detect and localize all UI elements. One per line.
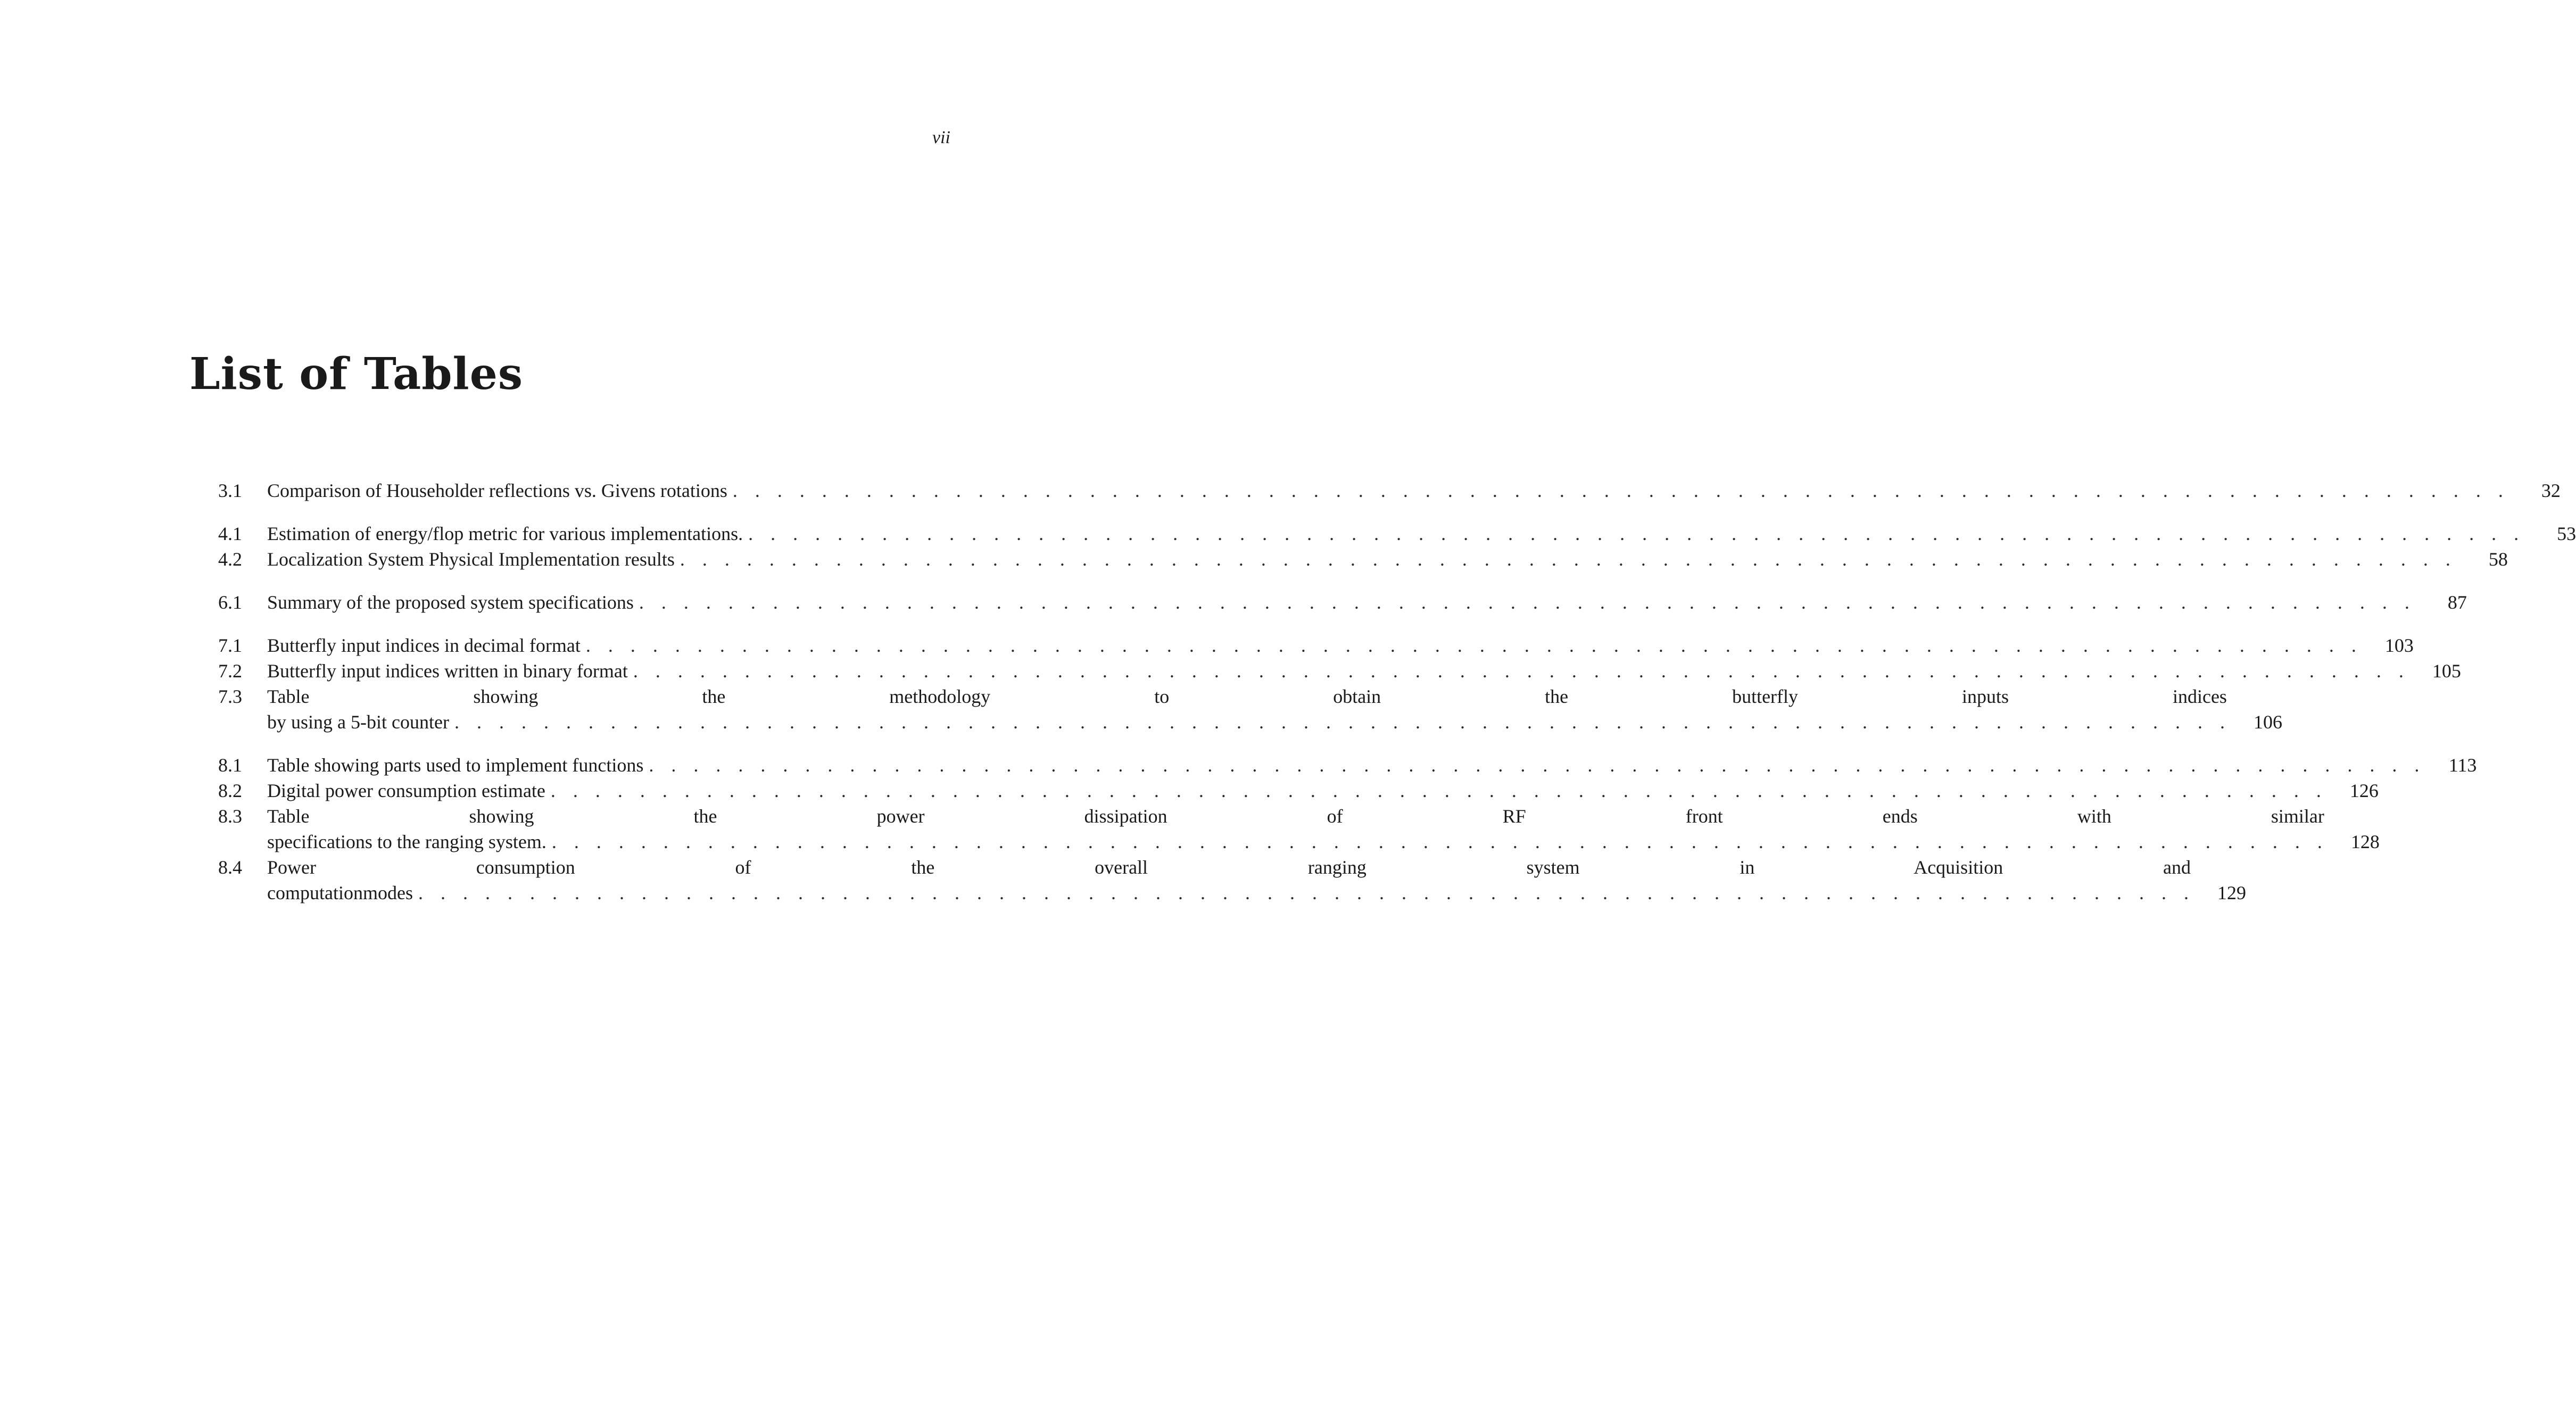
page-reference: 53 [2557, 523, 2576, 544]
table-caption-line: Table showing the methodology to obtain the butterfly inputs indices [267, 686, 2227, 707]
table-caption-line: Butterfly input indices in decimal format [267, 635, 581, 656]
table-number: 8.2 [218, 780, 242, 801]
page-reference: 106 [2253, 711, 2282, 733]
page-reference: 129 [2217, 882, 2246, 903]
table-number: 7.1 [218, 635, 242, 656]
toc-entry[interactable] [218, 778, 2379, 803]
list-of-tables [218, 478, 2576, 923]
page-title: List of Tables [189, 349, 524, 400]
toc-entry[interactable] [218, 546, 2508, 572]
leader-dots: . . . . . . . . . . . . . . . . . . . . . . . . . . . . . . . . . . . . . . . . . . . . . . . . . . . . . . . . . . . . . . . . . . . . . . . . . . . . . . . . [454, 711, 2231, 733]
toc-entry[interactable] [218, 521, 2576, 546]
toc-group [218, 752, 2477, 906]
table-number: 8.4 [218, 857, 242, 878]
table-caption-line: Localization System Physical Implementation results [267, 549, 675, 570]
page-reference: 126 [2349, 780, 2379, 801]
table-number: 7.2 [218, 660, 242, 682]
page-reference: 103 [2384, 635, 2414, 656]
leader-dots: . . . . . . . . . . . . . . . . . . . . . . . . . . . . . . . . . . . . . . . . . . . . . . . . . . . . . . . . . . . . . . . . . . . . . . . . . . . . . . . . [551, 831, 2329, 852]
toc-entry[interactable] [218, 684, 2282, 735]
toc-group [218, 590, 2467, 615]
table-caption-line: Comparison of Householder reflections vs. Givens rotations [267, 480, 727, 501]
toc-entry[interactable] [218, 633, 2414, 658]
page-number: vii [932, 128, 950, 147]
page-reference: 32 [2541, 480, 2561, 501]
table-caption-line: computationmodes [267, 882, 413, 903]
leader-dots: . . . . . . . . . . . . . . . . . . . . . . . . . . . . . . . . . . . . . . . . . . . . . . . . . . . . . . . . . . . . . . . . . . . . . . . . . . . . . . . . [633, 660, 2410, 682]
table-number: 3.1 [218, 480, 242, 501]
leader-dots: . . . . . . . . . . . . . . . . . . . . . . . . . . . . . . . . . . . . . . . . . . . . . . . . . . . . . . . . . . . . . . . . . . . . . . . . . . . . . . . . [418, 882, 2195, 903]
toc-group [218, 633, 2461, 735]
leader-dots: . . . . . . . . . . . . . . . . . . . . . . . . . . . . . . . . . . . . . . . . . . . . . . . . . . . . . . . . . . . . . . . . . . . . . . . . . . . . . . . . [550, 780, 2327, 801]
table-number: 4.1 [218, 523, 242, 544]
table-caption-line: Summary of the proposed system specifications [267, 592, 634, 613]
toc-entry[interactable] [218, 803, 2380, 855]
toc-group [218, 478, 2561, 503]
table-caption-line: Power consumption of the overall ranging system in Acquisition and [267, 857, 2191, 878]
table-number: 8.3 [218, 806, 242, 827]
toc-entry[interactable] [218, 478, 2561, 503]
table-number: 6.1 [218, 592, 242, 613]
table-caption-line: by using a 5-bit counter [267, 711, 449, 733]
page-reference: 113 [2448, 754, 2477, 776]
table-number: 7.3 [218, 686, 242, 707]
leader-dots: . . . . . . . . . . . . . . . . . . . . . . . . . . . . . . . . . . . . . . . . . . . . . . . . . . . . . . . . . . . . . . . . . . . . . . . . . . . . . . . . [748, 523, 2525, 544]
page-reference: 128 [2350, 831, 2380, 852]
page-reference: 87 [2447, 592, 2467, 613]
table-caption-line: Table showing the power dissipation of RF front ends with similar [267, 806, 2324, 827]
toc-entry[interactable] [218, 590, 2467, 615]
leader-dots: . . . . . . . . . . . . . . . . . . . . . . . . . . . . . . . . . . . . . . . . . . . . . . . . . . . . . . . . . . . . . . . . . . . . . . . . . . . . . . . . [649, 754, 2426, 776]
leader-dots: . . . . . . . . . . . . . . . . . . . . . . . . . . . . . . . . . . . . . . . . . . . . . . . . . . . . . . . . . . . . . . . . . . . . . . . . . . . . . . . . [639, 592, 2416, 613]
toc-entry[interactable] [218, 855, 2246, 906]
table-caption-line: Butterfly input indices written in binary format [267, 660, 628, 682]
leader-dots: . . . . . . . . . . . . . . . . . . . . . . . . . . . . . . . . . . . . . . . . . . . . . . . . . . . . . . . . . . . . . . . . . . . . . . . . . . . . . . . . [680, 549, 2457, 570]
table-number: 4.2 [218, 549, 242, 570]
table-caption-line: Table showing parts used to implement functions [267, 754, 644, 776]
table-caption-line: specifications to the ranging system. [267, 831, 546, 852]
table-number: 8.1 [218, 754, 242, 776]
page-reference: 58 [2488, 549, 2508, 570]
toc-entry[interactable] [218, 658, 2461, 684]
table-caption-line: Estimation of energy/flop metric for various implementations. [267, 523, 743, 544]
leader-dots: . . . . . . . . . . . . . . . . . . . . . . . . . . . . . . . . . . . . . . . . . . . . . . . . . . . . . . . . . . . . . . . . . . . . . . . . . . . . . . . . [585, 635, 2363, 656]
leader-dots: . . . . . . . . . . . . . . . . . . . . . . . . . . . . . . . . . . . . . . . . . . . . . . . . . . . . . . . . . . . . . . . . . . . . . . . . . . . . . . . . [732, 480, 2509, 501]
toc-entry[interactable] [218, 752, 2477, 778]
toc-group [218, 521, 2576, 572]
table-caption-line: Digital power consumption estimate [267, 780, 545, 801]
page-reference: 105 [2432, 660, 2461, 682]
